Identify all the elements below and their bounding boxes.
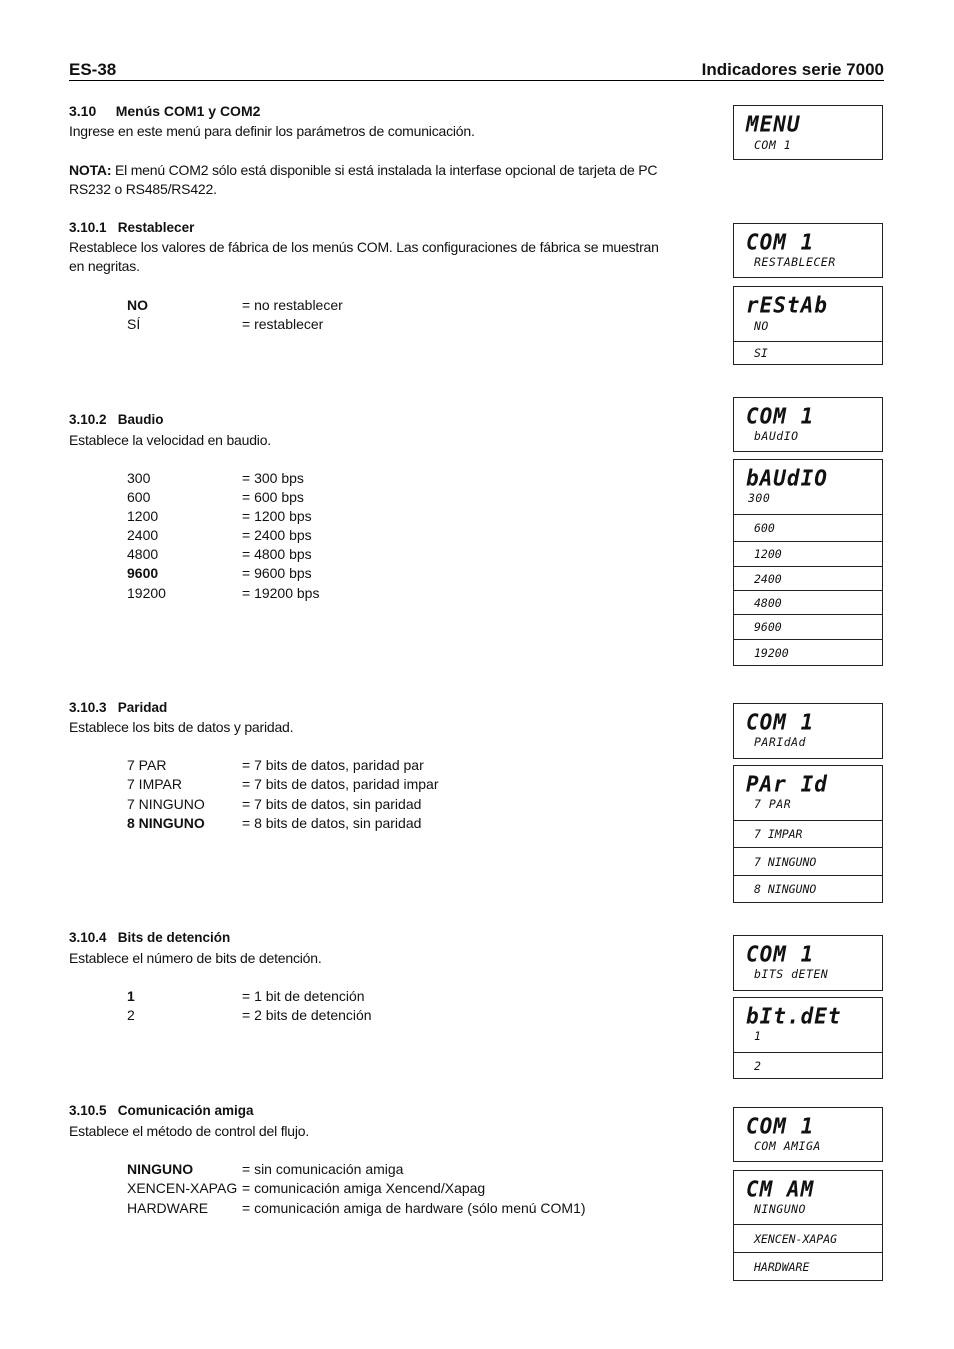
baudio-desc: Establece la velocidad en baudio. (69, 432, 271, 448)
option-key: 2400 (127, 527, 159, 543)
option-key: XENCEN-XAPAG (127, 1180, 238, 1196)
lcd-main-text: MENU (746, 111, 801, 137)
option-value: = 7 bits de datos, paridad impar (242, 776, 439, 792)
option-key: 7 PAR (127, 757, 167, 773)
lcd-main-text: COM 1 (746, 709, 815, 735)
note-line-1 (69, 161, 657, 180)
lcd-option: 1200 (733, 541, 883, 567)
lcd-display-com1-baudio (733, 397, 883, 452)
lcd-sub-text: NO (754, 319, 769, 333)
option-value: = 7 bits de datos, paridad par (242, 757, 424, 773)
lcd-sub-text: COM AMIGA (754, 1139, 821, 1153)
lcd-main-text: CM AM (746, 1176, 815, 1202)
option-value: = comunicación amiga de hardware (sólo menú COM1) (242, 1200, 586, 1216)
lcd-display-menu (733, 105, 883, 160)
lcd-main-text: PAr Id (746, 771, 828, 797)
option-key: 1200 (127, 508, 159, 524)
section-heading-3-10-5: 3.10.5 Comunicación amiga (69, 1103, 254, 1118)
lcd-display-parid (733, 765, 883, 821)
lcd-display-cmam (733, 1170, 883, 1225)
lcd-option: 600 (733, 514, 883, 542)
lcd-display-com1-paridad (733, 703, 883, 759)
note-label: NOTA: (69, 162, 112, 178)
option-key: 600 (127, 489, 151, 505)
option-value: = 1 bit de detención (242, 988, 365, 1004)
lcd-display-com1-restablecer (733, 223, 883, 278)
lcd-sub-text: RESTABLECER (754, 255, 836, 269)
option-key: 7 IMPAR (127, 776, 182, 792)
lcd-option: 2400 (733, 566, 883, 591)
option-value: = no restablecer (242, 297, 343, 313)
option-value: = restablecer (242, 316, 324, 332)
page-header (69, 58, 884, 81)
lcd-option: 7 IMPAR (733, 820, 883, 848)
lcd-option: 2 (733, 1052, 883, 1079)
option-value: = 7 bits de datos, sin paridad (242, 796, 422, 812)
option-key: HARDWARE (127, 1200, 209, 1216)
option-value: = sin comunicación amiga (242, 1161, 404, 1177)
lcd-display-baudio (733, 459, 883, 515)
lcd-main-text: bIt.dEt (746, 1003, 842, 1029)
lcd-sub-text: bITS dETEN (754, 967, 829, 981)
lcd-display-restab (733, 286, 883, 342)
option-key: 8 NINGUNO (127, 815, 205, 831)
lcd-option: 19200 (733, 639, 883, 666)
option-key: 1 (127, 988, 135, 1004)
lcd-display-com1-bits (733, 935, 883, 991)
option-key: 300 (127, 470, 151, 486)
section-heading-3-10-1: 3.10.1 Restablecer (69, 220, 195, 235)
lcd-option: HARDWARE (733, 1252, 883, 1281)
note-line-2: RS232 o RS485/RS422. (69, 181, 217, 197)
option-value: = 19200 bps (242, 585, 320, 601)
option-value: = 4800 bps (242, 546, 312, 562)
section-heading-3-10: 3.10 Menús COM1 y COM2 (69, 103, 261, 119)
option-value: = 600 bps (242, 489, 304, 505)
bits-desc: Establece el número de bits de detención. (69, 950, 322, 966)
lcd-sub-text: 300 (748, 491, 771, 505)
lcd-sub-text: NINGUNO (754, 1202, 806, 1216)
lcd-option: 8 NINGUNO (733, 875, 883, 903)
lcd-sub-text: 7 PAR (754, 797, 792, 811)
restablecer-desc-1: Restablece los valores de fábrica de los menús COM. Las configuraciones de fábrica se muestran (69, 239, 659, 255)
option-value: = 8 bits de datos, sin paridad (242, 815, 422, 831)
lcd-display-bitdet (733, 997, 883, 1053)
lcd-sub-text: COM 1 (754, 138, 792, 152)
lcd-main-text: COM 1 (746, 403, 815, 429)
lcd-option: 4800 (733, 590, 883, 615)
lcd-main-text: COM 1 (746, 1113, 815, 1139)
lcd-option: SI (733, 341, 883, 365)
option-key: NO (127, 297, 148, 313)
option-key: 9600 (127, 565, 159, 581)
option-key: 4800 (127, 546, 159, 562)
page-number: ES-38 (69, 60, 117, 79)
section-heading-3-10-4: 3.10.4 Bits de detención (69, 930, 231, 945)
lcd-main-text: COM 1 (746, 941, 815, 967)
option-value: = comunicación amiga Xencend/Xapag (242, 1180, 486, 1196)
option-value: = 2 bits de detención (242, 1007, 372, 1023)
section-heading-3-10-3: 3.10.3 Paridad (69, 700, 168, 715)
note-text: El menú COM2 sólo está disponible si está instalada la interfase opcional de tarjeta de PC (111, 162, 658, 178)
option-key: SÍ (127, 316, 141, 332)
option-key: NINGUNO (127, 1161, 194, 1177)
lcd-main-text: rEStAb (746, 292, 828, 318)
option-key: 2 (127, 1007, 135, 1023)
lcd-sub-text: 1 (754, 1029, 762, 1043)
option-value: = 9600 bps (242, 565, 312, 581)
option-value: = 1200 bps (242, 508, 312, 524)
option-key: 19200 (127, 585, 166, 601)
paridad-desc: Establece los bits de datos y paridad. (69, 719, 294, 735)
option-value: = 300 bps (242, 470, 304, 486)
amiga-desc: Establece el método de control del flujo. (69, 1123, 310, 1139)
lcd-option: XENCEN-XAPAG (733, 1224, 883, 1253)
lcd-option: 9600 (733, 614, 883, 640)
lcd-sub-text: PARIdAd (754, 735, 806, 749)
lcd-option: 7 NINGUNO (733, 847, 883, 876)
lcd-main-text: COM 1 (746, 229, 815, 255)
section-heading-3-10-2: 3.10.2 Baudio (69, 412, 164, 427)
lcd-main-text: bAUdIO (746, 465, 828, 491)
lcd-display-com1-amiga (733, 1107, 883, 1162)
restablecer-desc-2: en negritas. (69, 258, 140, 274)
document-title: Indicadores serie 7000 (701, 60, 884, 79)
option-key: 7 NINGUNO (127, 796, 205, 812)
lcd-sub-text: bAUdIO (754, 429, 799, 443)
option-value: = 2400 bps (242, 527, 312, 543)
section-intro: Ingrese en este menú para definir los parámetros de comunicación. (69, 123, 475, 139)
